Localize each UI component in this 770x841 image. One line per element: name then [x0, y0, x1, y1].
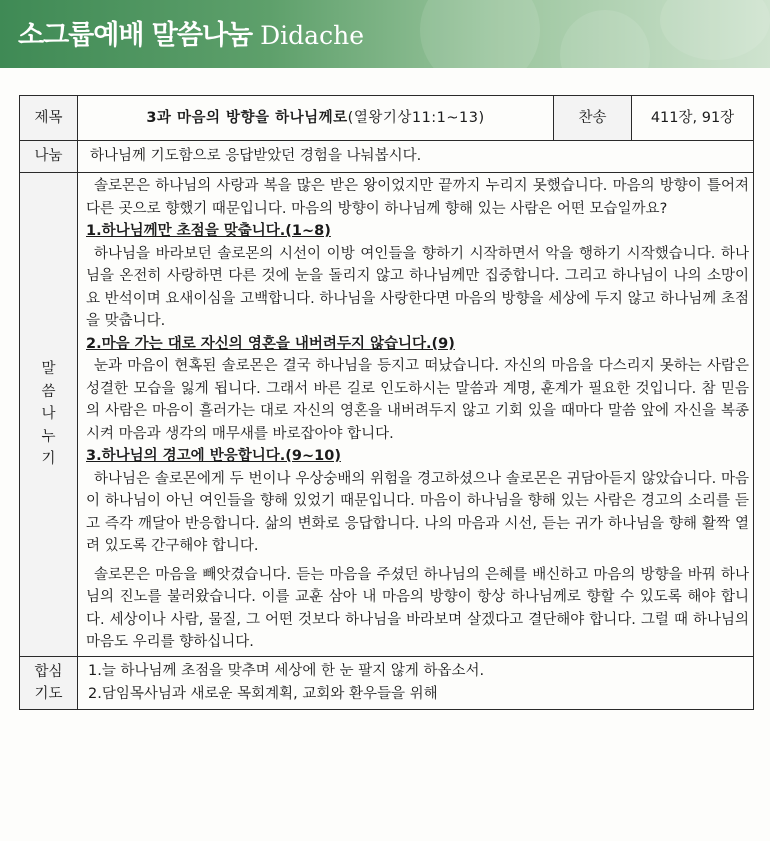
intro-paragraph: 솔로몬은 하나님의 사랑과 복을 많은 받은 왕이었지만 끝까지 누리지 못했습니다. 마음의 방향이 틀어져 다른 곳으로 향했기 때문입니다. 마음의 방향이 하나님께 향해 있는 사람은 어떤 모습일까요? — [86, 178, 749, 217]
section-text-1: 하나님을 바라보던 솔로몬의 시선이 이방 여인들을 향하기 시작하면서 악을 행하기 시작했습니다. 하나님을 온전히 사랑하면 다른 것에 눈을 돌리지 않고 하나님께만 집중합니다. 그리고 하나님이 나의 소망이요 반석이며 요새이심을 고백합니다. 하나님을 사랑한다면 마음의 방향을 세상에 두지 않고 하나님께 초점을 맞춥니다. — [86, 245, 749, 329]
prayer-label-line: 기도 — [34, 685, 63, 702]
word-label-char: 누 — [41, 428, 56, 445]
share-row — [20, 141, 754, 173]
header-banner — [0, 0, 770, 68]
word-content — [78, 173, 754, 657]
lesson-title-text: 3과 마음의 방향을 하나님께로 — [146, 109, 348, 126]
prayer-content — [78, 656, 754, 709]
hymn-value: 411장, 91장 — [632, 96, 754, 141]
conclusion-paragraph: 솔로몬은 마음을 빼앗겼습니다. 듣는 마음을 주셨던 하나님의 은혜를 배신하고 마음의 방향을 바꿔 하나님의 진노를 불러왔습니다. 이를 교훈 삼아 내 마음의 방향이 항상 하나님께로 향할 수 있도록 해야 합니다. 세상이나 사람, 물질, 그 어떤 것보다 하나님을 바라보며 살겠다고 결단해야 합니다. 그럴 때 하나님의 마음도 우리를 향하십니다. — [86, 566, 749, 650]
title-label: 제목 — [20, 96, 78, 141]
lesson-scripture-reference: (열왕기상11:1~13) — [347, 109, 485, 126]
word-label-char: 기 — [41, 451, 56, 467]
title-row — [20, 96, 754, 141]
word-label-char: 씀 — [41, 383, 56, 400]
share-label: 나눔 — [20, 141, 78, 173]
section-heading-3: 3.하나님의 경고에 반응합니다.(9~10) — [86, 448, 341, 464]
page-title-english: Didache — [260, 21, 364, 50]
prayer-label — [20, 656, 78, 709]
prayer-row — [20, 656, 754, 709]
section-text-3: 하나님은 솔로몬에게 두 번이나 우상숭배의 위험을 경고하셨으나 솔로몬은 귀담아듣지 않았습니다. 마음이 하나님이 아닌 여인들을 향해 있었기 때문입니다. 마음이 하나님을 향해 있는 사람은 경고의 소리를 듣고 즉각 깨달아 반응합니다. 삶의 변화로 응답합니다. 나의 마음과 시선, 듣는 귀가 하나님을 향해 활짝 열려 있도록 간구해야 합니다. — [86, 470, 749, 554]
section-heading-2: 2.마음 가는 대로 자신의 영혼을 내버려두지 않습니다.(9) — [86, 335, 455, 352]
word-label-char: 말 — [41, 361, 56, 377]
prayer-item-2: 2.담임목사님과 새로운 목회계획, 교회와 환우들을 위해 — [88, 685, 438, 702]
section-heading-1: 1.하나님께만 초점을 맞춥니다.(1~8) — [86, 223, 331, 239]
prayer-item-1: 1.늘 하나님께 초점을 맞추며 세상에 한 눈 팔지 않게 하옵소서. — [88, 663, 485, 679]
page-title — [18, 13, 364, 52]
page-title-korean: 소그룹예배 말씀나눔 — [18, 20, 253, 51]
section-text-2: 눈과 마음이 현혹된 솔로몬은 결국 하나님을 등지고 떠났습니다. 자신의 마음을 다스리지 못하는 사람은 성결한 모습을 잃게 됩니다. 그래서 바른 길로 인도하시는 말씀과 계명, 훈계가 필요한 것입니다. 참 믿음의 사람은 마음이 흘러가는 대로 자신의 영혼을 내버려두지 않고 기회 있을 때마다 말씀 앞에 자신을 복종시켜 마음과 생각의 매무새를 바로잡아야 합니다. — [86, 358, 749, 442]
worksheet-table — [19, 95, 754, 710]
word-label — [20, 173, 78, 657]
lesson-title — [78, 96, 554, 141]
share-text: 하나님께 기도함으로 응답받았던 경험을 나눠봅시다. — [78, 141, 754, 173]
prayer-label-line: 합심 — [34, 663, 63, 680]
word-row — [20, 173, 754, 657]
hymn-label: 찬송 — [554, 96, 632, 141]
word-label-char: 나 — [41, 406, 56, 422]
